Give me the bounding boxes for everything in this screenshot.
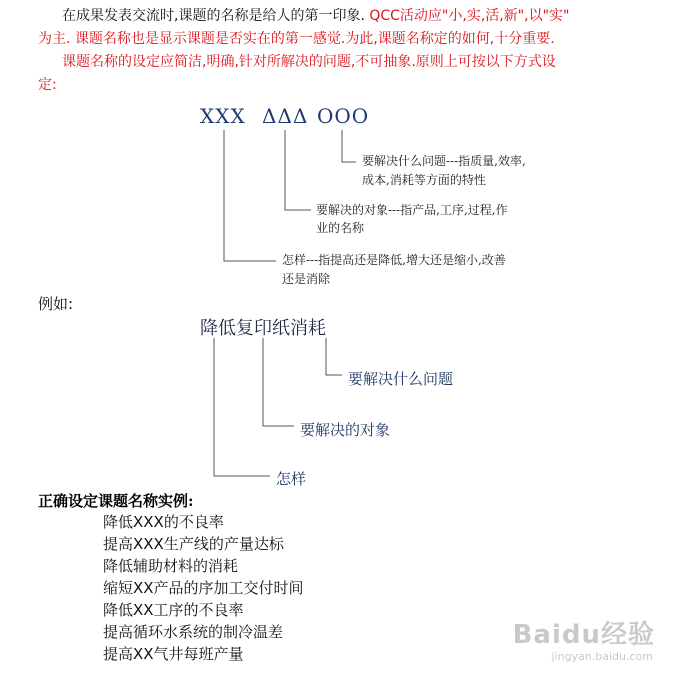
connector-delta (285, 130, 311, 210)
note-ooo-line-1: 要解决什么问题---指质量,效率, (362, 154, 526, 168)
code-ooo: OOO (317, 104, 370, 128)
example-note-object: 要解决的对象 (300, 421, 391, 439)
example-item: 降低XX工序的不良率 (103, 601, 244, 619)
note-xxx-line-1: 怎样---指提高还是降低,增大还是缩小,改善 (282, 253, 506, 267)
connector-xxx (224, 130, 276, 261)
baidu-watermark-logo: Baidu经验 (512, 620, 655, 650)
connector-object (263, 338, 294, 426)
intro-line-3: 课题名称的设定应简洁,明确,针对所解决的问题,不可抽象.原则上可按以下方式设 (62, 54, 556, 70)
example-title: 降低复印纸消耗 (200, 318, 326, 339)
note-ooo-line-2: 成本,消耗等方面的特性 (362, 173, 486, 187)
intro-line-1-black: 在成果发表交流时,课题的名称是给人的第一印象. (62, 8, 365, 24)
example-item: 降低辅助材料的消耗 (103, 557, 239, 575)
note-xxx-line-2: 还是消除 (282, 272, 331, 286)
example-item: 缩短XX产品的序加工交付时间 (103, 579, 304, 597)
correct-examples-heading: 正确设定课题名称实例: (38, 492, 194, 510)
example-note-problem: 要解决什么问题 (348, 370, 454, 388)
connector-problem (326, 338, 342, 375)
example-item: 降低XXX的不良率 (103, 513, 224, 531)
connector-how (214, 338, 270, 476)
note-delta-line-1: 要解决的对象---指产品,工序,过程,作 (316, 203, 508, 217)
example-note-how: 怎样 (276, 470, 307, 488)
connector-ooo (342, 130, 356, 162)
example-item: 提高XX气井每班产量 (103, 645, 244, 663)
code-delta: ΔΔΔ (262, 104, 309, 128)
intro-line-1-red: QCC活动应"小,实,活,新",以"实" (369, 8, 570, 24)
note-delta-line-2: 业的名称 (316, 221, 365, 235)
example-label: 例如: (38, 295, 74, 313)
code-xxx: XXX (200, 104, 246, 128)
baidu-watermark-url: jingyan.baidu.com (551, 650, 653, 663)
intro-line-2: 为主. 课题名称也是显示课题是否实在的第一感觉.为此,课题名称定的如何,十分重要. (38, 31, 555, 47)
example-item: 提高循环水系统的制冷温差 (103, 623, 284, 641)
intro-line-4: 定: (38, 77, 57, 93)
example-item: 提高XXX生产线的产量达标 (103, 535, 284, 553)
